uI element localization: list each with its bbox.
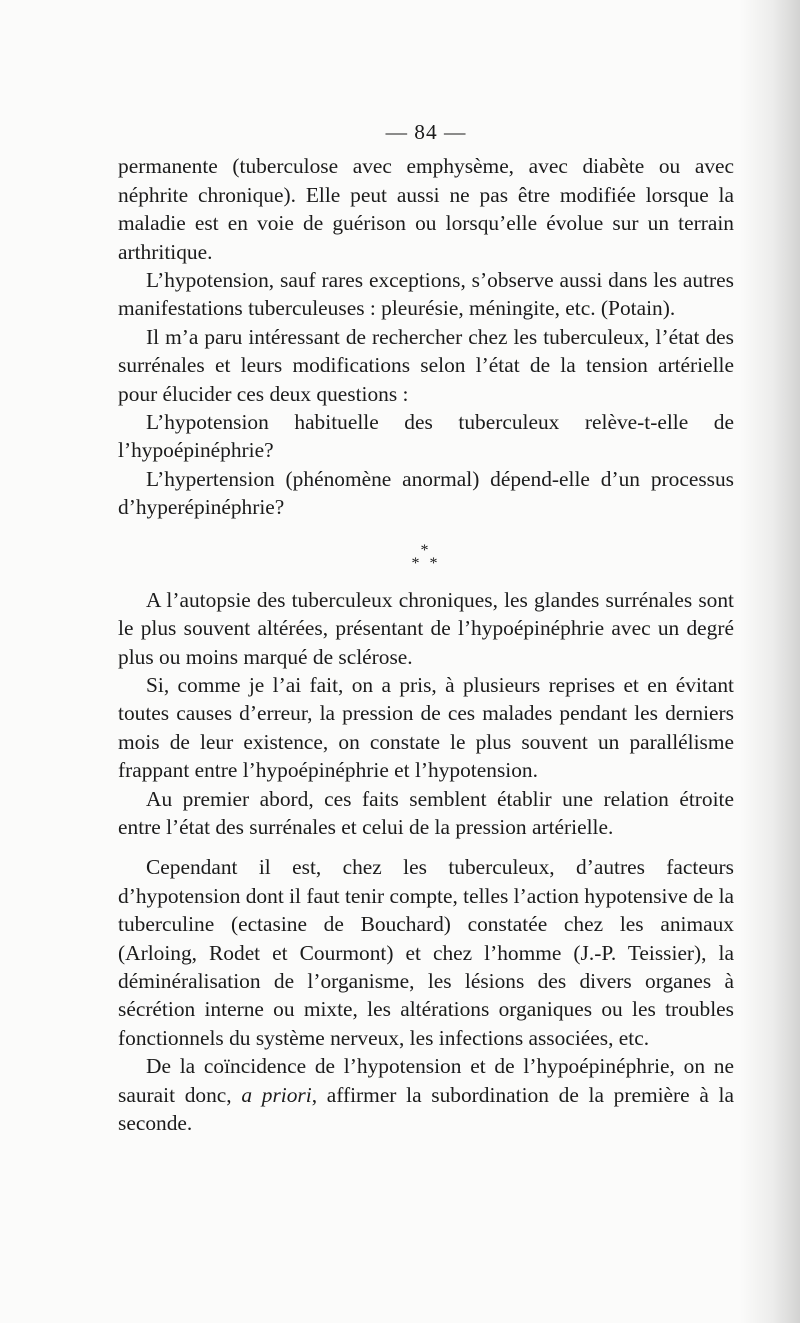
paragraph-10-text-start: De la coïncidence de l’hypotension et de l’hypoépinéphrie, on ne saurait donc, bbox=[118, 1054, 734, 1107]
paragraph-2: L’hypotension, sauf rares exceptions, s’observe aussi dans les autres manifestations tuberculeuses : pleurésie, méningite, etc. (Potain). bbox=[118, 268, 734, 321]
asterism-bottom-stars: * * bbox=[411, 554, 441, 572]
asterism-top-star: * bbox=[420, 541, 432, 559]
paragraph-8: Au premier abord, ces faits semblent établir une relation étroite entre l’état des surrénales et celui de la pression artérielle. bbox=[118, 786, 734, 839]
page-text-body bbox=[118, 118, 734, 1137]
paragraph-9: Cependant il est, chez les tuberculeux, d’autres facteurs d’hypotension dont il faut tenir compte, telles l’action hypotensive de la tuberculine (ectasine de Bouchard) constatée chez les animaux (Arloing, Rodet et Courmont) et chez l’homme (J.-P. Teissier), la déminéralisation de l’organisme, les lésions des divers organes à sécrétion interne ou mixte, les altérations organiques ou les troubles fonctionnels du système nerveux, les infections associées, etc. bbox=[118, 855, 735, 1050]
paragraph-10-text-end: , affirmer la subordination de la première à la seconde. bbox=[118, 1082, 734, 1135]
paragraph-4: L’hypotension habituelle des tuberculeux relève-t-elle de l’hypoépinéphrie? bbox=[118, 410, 734, 463]
paragraph-1: permanente (tuberculose avec emphysème, avec diabète ou avec néphrite chronique). Elle peut aussi ne pas être modifiée lorsque la maladie est en voie de guérison ou lorsqu’elle évolue sur un terrain arthritique. bbox=[118, 154, 734, 264]
page-edge-shadow bbox=[740, 0, 800, 1323]
latin-phrase-a-priori: a priori bbox=[241, 1082, 312, 1107]
paragraph-10 bbox=[118, 1052, 734, 1137]
paragraph-3: Il m’a paru intéressant de rechercher chez les tuberculeux, l’état des surrénales et leurs modifications selon l’état de la tension artérielle pour élucider ces deux questions : bbox=[118, 324, 734, 406]
section-asterism bbox=[118, 541, 734, 572]
paragraph-6: A l’autopsie des tuberculeux chroniques, les glandes surrénales sont le plus souvent altérées, présentant de l’hypoépinéphrie avec un degré plus ou moins marqué de sclérose. bbox=[118, 587, 734, 669]
paragraph-5: L’hypertension (phénomène anormal) dépend-elle d’un processus d’hyperépinéphrie? bbox=[118, 466, 734, 520]
paragraph-7: Si, comme je l’ai fait, on a pris, à plusieurs reprises et en évitant toutes causes d’erreur, la pression de ces malades pendant les derniers mois de leur existence, on constate le plus souvent un parallélisme frappant entre l’hypoépinéphrie et l’hypotension. bbox=[118, 672, 734, 783]
page-number: — 84 — bbox=[385, 120, 467, 144]
